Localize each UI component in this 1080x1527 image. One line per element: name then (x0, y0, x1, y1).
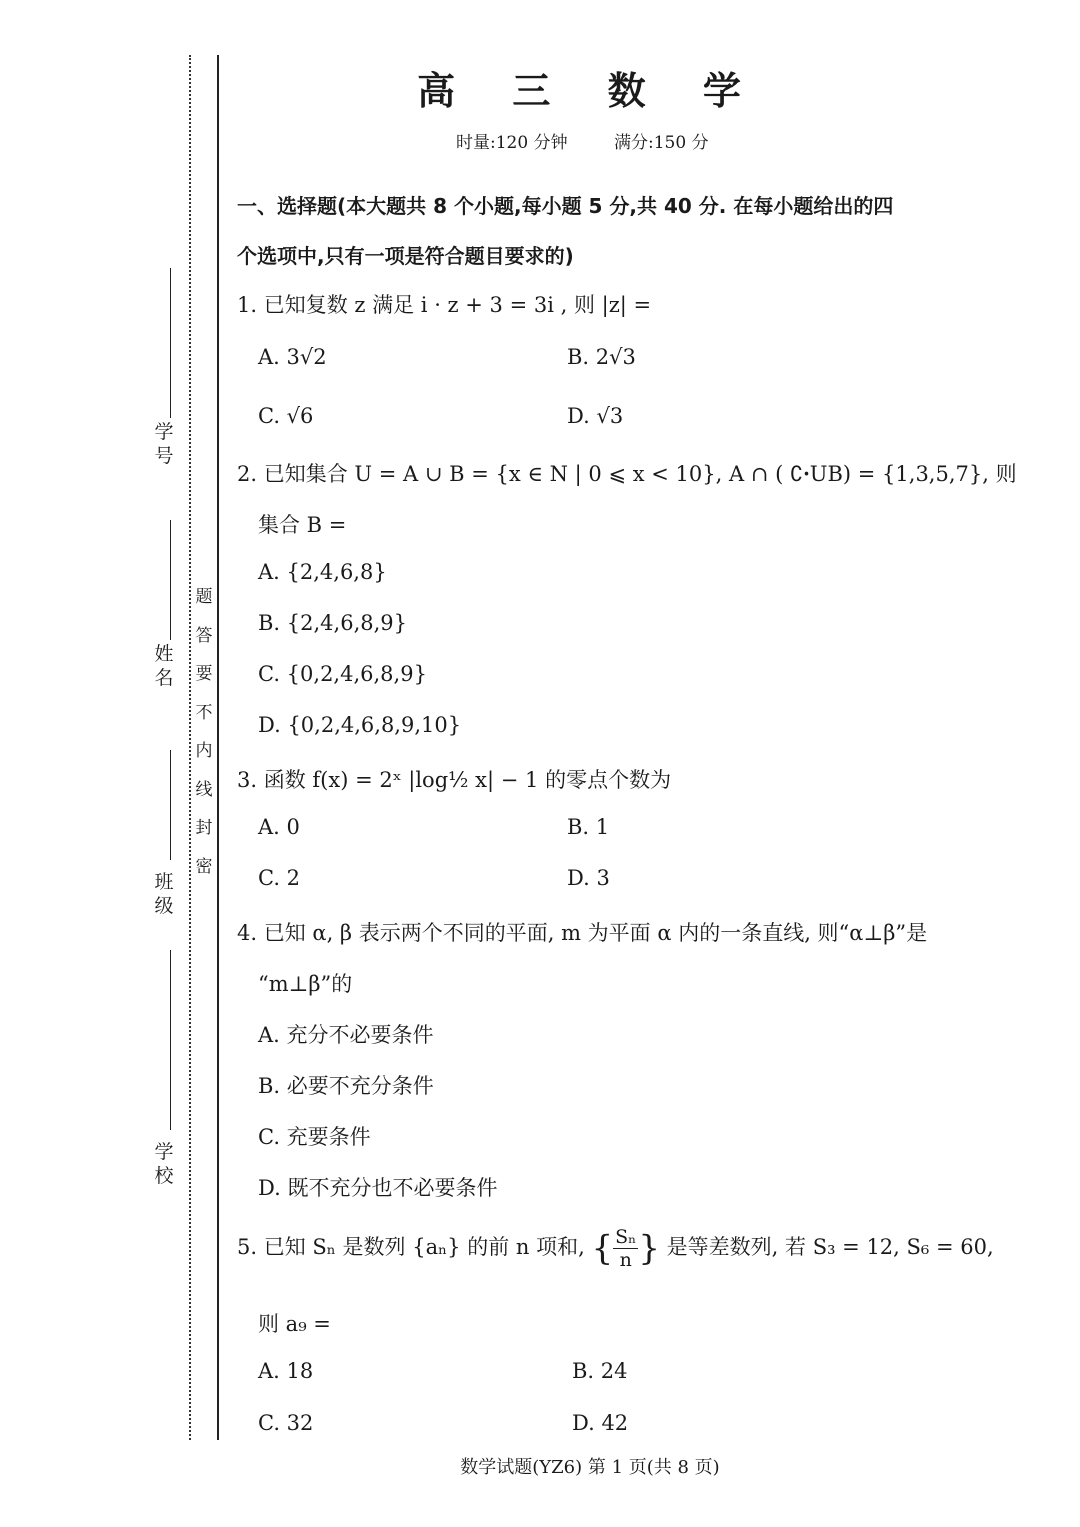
seal-char: 密 (195, 856, 213, 877)
question-4-stem: 4. 已知 α, β 表示两个不同的平面, m 为平面 α 内的一条直线, 则“α⊥β”是 (237, 921, 928, 945)
question-5-stem-a: 5. 已知 Sₙ 是数列 {aₙ} 的前 n 项和, (237, 1235, 585, 1259)
q5-option-a: A. 18 (258, 1359, 314, 1383)
q5-option-d: D. 42 (572, 1411, 629, 1435)
question-2-stem-cont: 集合 B = (258, 513, 347, 537)
seal-char: 线 (195, 779, 213, 800)
q3-option-b: B. 1 (567, 815, 610, 839)
q2-option-b: B. {2,4,6,8,9} (258, 611, 408, 635)
section-heading: 一、选择题(本大题共 8 个小题,每小题 5 分,共 40 分. 在每小题给出的四 (237, 194, 894, 218)
page-title: 高 三 数 学 (417, 69, 763, 113)
class-underline (170, 750, 171, 860)
question-3-stem: 3. 函数 f(x) = 2ˣ |log½ x| − 1 的零点个数为 (237, 768, 672, 792)
q3-option-d: D. 3 (567, 866, 610, 890)
q5-option-b: B. 24 (572, 1359, 628, 1383)
seal-dotted-line (189, 55, 191, 1440)
q1-option-a: A. 3√2 (258, 345, 327, 369)
q4-option-d: D. 既不充分也不必要条件 (258, 1176, 498, 1200)
school-label: 学 校 (154, 1141, 174, 1187)
left-brace: { (591, 1228, 614, 1269)
page-footer: 数学试题(YZ6) 第 1 页(共 8 页) (460, 1457, 720, 1478)
q2-option-c: C. {0,2,4,6,8,9} (258, 662, 427, 686)
exam-time: 时量:120 分钟 (456, 133, 568, 153)
q3-option-c: C. 2 (258, 866, 301, 890)
q4-option-b: B. 必要不充分条件 (258, 1074, 434, 1098)
full-score: 满分:150 分 (614, 133, 709, 153)
q3-option-a: A. 0 (258, 815, 300, 839)
q4-option-a: A. 充分不必要条件 (258, 1023, 434, 1047)
right-brace: } (638, 1228, 660, 1269)
seal-char: 内 (195, 741, 213, 761)
q1-option-d: D. √3 (567, 404, 624, 428)
q5-option-c: C. 32 (258, 1411, 314, 1435)
seal-char: 封 (195, 818, 213, 838)
seal-char: 题 (195, 587, 213, 607)
q4-option-c: C. 充要条件 (258, 1125, 371, 1149)
seal-char: 要 (195, 664, 213, 684)
seal-solid-line (217, 55, 219, 1440)
q2-option-d: D. {0,2,4,6,8,9,10} (258, 713, 462, 737)
name-underline (170, 520, 171, 640)
fraction-numerator: Sₙ (615, 1226, 637, 1248)
question-5-stem-cont: 则 a₉ = (258, 1312, 331, 1336)
q1-option-c: C. √6 (258, 404, 314, 428)
fraction (613, 1226, 638, 1271)
question-1-stem: 1. 已知复数 z 满足 i · z + 3 = 3i , 则 |z| = (237, 293, 652, 317)
question-4-stem-cont: “m⊥β”的 (258, 972, 353, 996)
question-2-stem: 2. 已知集合 U = A ∪ B = {x ∈ N | 0 ⩽ x < 10}, A ∩ ( ∁ꞏUB) = {1,3,5,7}, 则 (237, 462, 1017, 486)
seal-char: 不 (195, 702, 213, 723)
section-heading-cont: 个选项中,只有一项是符合题目要求的) (237, 244, 574, 268)
question-5-stem (237, 1226, 994, 1271)
class-label: 班 级 (154, 871, 174, 917)
name-label: 姓 名 (154, 643, 174, 689)
seal-notice (192, 578, 216, 886)
student-id-label: 学 号 (154, 421, 174, 467)
q2-option-a: A. {2,4,6,8} (258, 560, 387, 584)
fraction-denominator: n (619, 1249, 632, 1271)
question-5-stem-b: 是等差数列, 若 S₃ = 12, S₆ = 60, (666, 1235, 994, 1259)
school-underline (170, 950, 171, 1130)
q1-option-b: B. 2√3 (567, 345, 636, 369)
student-id-underline (170, 268, 171, 418)
seal-char: 答 (195, 625, 213, 646)
